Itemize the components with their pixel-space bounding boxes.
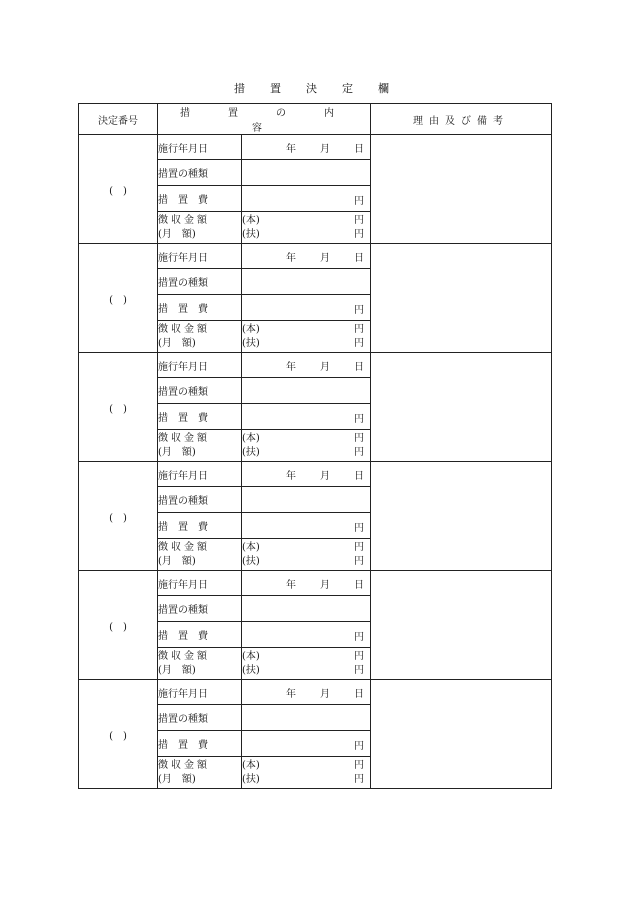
cost-label: 措 置 費	[158, 186, 242, 212]
collect-label-line2: (月 額)	[158, 338, 196, 349]
collect-label-line1: 徴収金額	[158, 542, 210, 553]
principal-label: (本)	[242, 214, 260, 226]
day-unit: 日	[354, 470, 364, 482]
cost-yen-unit: 円	[354, 523, 364, 534]
date-label: 施行年月日	[158, 244, 242, 269]
cost-value-cell[interactable]	[242, 295, 371, 321]
decision-number-cell[interactable]	[79, 462, 158, 571]
dependent-label: (扶)	[242, 337, 260, 349]
type-value-cell[interactable]	[242, 596, 371, 622]
cost-label: 措 置 費	[158, 731, 242, 757]
dependent-yen-unit: 円	[354, 664, 364, 676]
collect-label-line1: 徴収金額	[158, 433, 210, 444]
type-value-cell[interactable]	[242, 160, 371, 186]
decision-number: ( )	[109, 512, 127, 524]
row-date	[79, 680, 552, 705]
collect-label-line2: (月 額)	[158, 774, 196, 785]
dependent-yen-unit: 円	[354, 337, 364, 349]
year-unit: 年	[286, 579, 296, 591]
date-label: 施行年月日	[158, 135, 242, 160]
dependent-label: (扶)	[242, 664, 260, 676]
cost-yen-unit: 円	[354, 196, 364, 207]
day-unit: 日	[354, 143, 364, 155]
row-date	[79, 571, 552, 596]
decision-number: ( )	[109, 403, 127, 415]
reason-cell[interactable]	[371, 571, 552, 680]
collect-label-line1: 徴収金額	[158, 324, 210, 335]
collect-label-line1: 徴収金額	[158, 215, 210, 226]
date-label: 施行年月日	[158, 571, 242, 596]
type-value-cell[interactable]	[242, 378, 371, 404]
row-date	[79, 353, 552, 378]
cost-yen-unit: 円	[354, 305, 364, 316]
year-unit: 年	[286, 470, 296, 482]
date-label: 施行年月日	[158, 680, 242, 705]
date-value-cell[interactable]	[242, 462, 371, 487]
month-unit: 月	[320, 688, 330, 700]
cost-label: 措 置 費	[158, 622, 242, 648]
year-unit: 年	[286, 361, 296, 373]
reason-cell[interactable]	[371, 462, 552, 571]
collect-label-line2: (月 額)	[158, 556, 196, 567]
day-unit: 日	[354, 579, 364, 591]
year-unit: 年	[286, 688, 296, 700]
date-value-cell[interactable]	[242, 680, 371, 705]
cost-yen-unit: 円	[354, 632, 364, 643]
cost-label: 措 置 費	[158, 513, 242, 539]
collect-label-line2: (月 額)	[158, 229, 196, 240]
collect-value-cell[interactable]	[242, 648, 371, 680]
row-date	[79, 462, 552, 487]
decision-rows	[79, 135, 552, 789]
cost-value-cell[interactable]	[242, 186, 371, 212]
collect-value-cell[interactable]	[242, 430, 371, 462]
decision-number: ( )	[109, 185, 127, 197]
decision-number: ( )	[109, 294, 127, 306]
decision-table	[78, 103, 552, 789]
decision-number-cell[interactable]	[79, 135, 158, 244]
type-label: 措置の種類	[158, 596, 242, 622]
collect-label	[158, 321, 242, 353]
dependent-label: (扶)	[242, 555, 260, 567]
collect-label-line1: 徴収金額	[158, 651, 210, 662]
cost-value-cell[interactable]	[242, 622, 371, 648]
cost-label: 措 置 費	[158, 404, 242, 430]
day-unit: 日	[354, 688, 364, 700]
principal-yen-unit: 円	[354, 323, 364, 335]
principal-label: (本)	[242, 759, 260, 771]
type-label: 措置の種類	[158, 705, 242, 731]
collect-label	[158, 757, 242, 789]
cost-yen-unit: 円	[354, 741, 364, 752]
principal-yen-unit: 円	[354, 650, 364, 662]
row-date	[79, 135, 552, 160]
cost-value-cell[interactable]	[242, 513, 371, 539]
type-value-cell[interactable]	[242, 705, 371, 731]
header-reason: 理由及び備考	[371, 104, 552, 135]
type-value-cell[interactable]	[242, 487, 371, 513]
month-unit: 月	[320, 252, 330, 264]
day-unit: 日	[354, 252, 364, 264]
collect-label-line2: (月 額)	[158, 665, 196, 676]
month-unit: 月	[320, 361, 330, 373]
date-label: 施行年月日	[158, 353, 242, 378]
year-unit: 年	[286, 252, 296, 264]
collect-label	[158, 430, 242, 462]
decision-number-cell[interactable]	[79, 353, 158, 462]
principal-yen-unit: 円	[354, 541, 364, 553]
month-unit: 月	[320, 579, 330, 591]
reason-cell[interactable]	[371, 135, 552, 244]
collect-value-cell[interactable]	[242, 757, 371, 789]
collect-value-cell[interactable]	[242, 321, 371, 353]
year-unit: 年	[286, 143, 296, 155]
date-value-cell[interactable]	[242, 571, 371, 596]
collect-label	[158, 648, 242, 680]
date-label: 施行年月日	[158, 462, 242, 487]
cost-yen-unit: 円	[354, 414, 364, 425]
collect-label	[158, 212, 242, 244]
collect-label-line1: 徴収金額	[158, 760, 210, 771]
decision-number-cell[interactable]	[79, 571, 158, 680]
decision-number-cell[interactable]	[79, 680, 158, 789]
reason-cell[interactable]	[371, 244, 552, 353]
type-label: 措置の種類	[158, 487, 242, 513]
principal-label: (本)	[242, 432, 260, 444]
cost-value-cell[interactable]	[242, 731, 371, 757]
header-number: 決定番号	[79, 104, 158, 135]
type-label: 措置の種類	[158, 269, 242, 295]
date-value-cell[interactable]	[242, 135, 371, 160]
dependent-label: (扶)	[242, 228, 260, 240]
dependent-yen-unit: 円	[354, 773, 364, 785]
principal-label: (本)	[242, 650, 260, 662]
date-value-cell[interactable]	[242, 244, 371, 269]
collect-label	[158, 539, 242, 571]
type-label: 措置の種類	[158, 378, 242, 404]
dependent-yen-unit: 円	[354, 228, 364, 240]
row-date	[79, 244, 552, 269]
header-content: 措 置 の 内 容	[158, 104, 371, 135]
principal-label: (本)	[242, 541, 260, 553]
collect-label-line2: (月 額)	[158, 447, 196, 458]
month-unit: 月	[320, 143, 330, 155]
dependent-label: (扶)	[242, 773, 260, 785]
month-unit: 月	[320, 470, 330, 482]
type-label: 措置の種類	[158, 160, 242, 186]
type-value-cell[interactable]	[242, 269, 371, 295]
collect-value-cell[interactable]	[242, 539, 371, 571]
dependent-label: (扶)	[242, 446, 260, 458]
principal-label: (本)	[242, 323, 260, 335]
collect-value-cell[interactable]	[242, 212, 371, 244]
form-title: 措 置 決 定 欄	[234, 82, 396, 95]
decision-number-cell[interactable]	[79, 244, 158, 353]
decision-number: ( )	[109, 730, 127, 742]
date-value-cell[interactable]	[242, 353, 371, 378]
reason-cell[interactable]	[371, 353, 552, 462]
principal-yen-unit: 円	[354, 759, 364, 771]
principal-yen-unit: 円	[354, 214, 364, 226]
decision-number: ( )	[109, 621, 127, 633]
dependent-yen-unit: 円	[354, 446, 364, 458]
dependent-yen-unit: 円	[354, 555, 364, 567]
reason-cell[interactable]	[371, 680, 552, 789]
cost-label: 措 置 費	[158, 295, 242, 321]
principal-yen-unit: 円	[354, 432, 364, 444]
cost-value-cell[interactable]	[242, 404, 371, 430]
day-unit: 日	[354, 361, 364, 373]
